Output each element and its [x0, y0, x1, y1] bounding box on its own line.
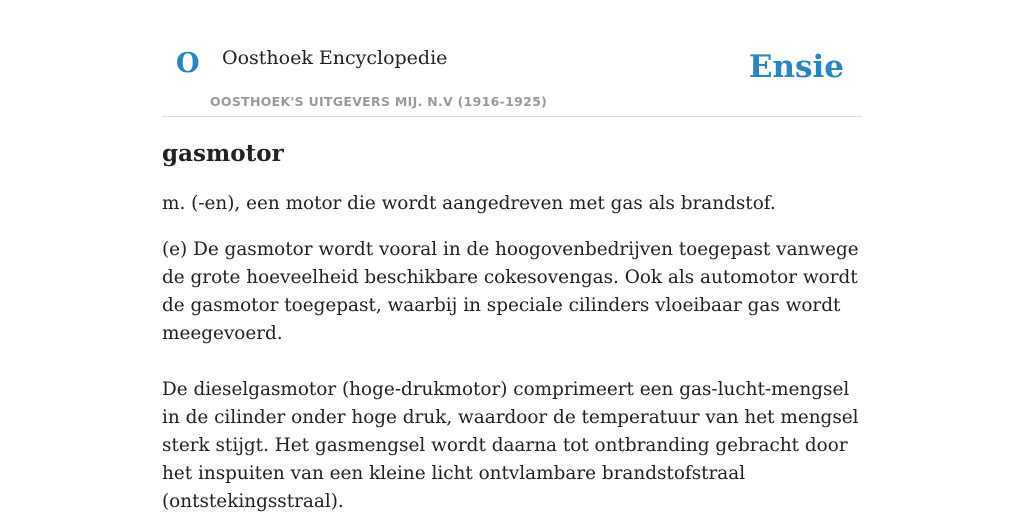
entry-content: [162, 138, 868, 512]
page-header: [162, 0, 862, 117]
entry-paragraph: (e) De gasmotor wordt vooral in de hoogovenbedrijven toegepast vanwege de grote hoeveelheid beschikbare cokesovengas. Ook als automotor wordt de gasmotor toegepast, waarbij in speciale cilinders vloeibaar gas wordt meegevoerd.: [162, 239, 859, 344]
entry-definition: m. (-en), een motor die wordt aangedreven met gas als brandstof.: [162, 193, 776, 214]
entry-paragraph: De dieselgasmotor (hoge-drukmotor) comprimeert een gas-lucht-mengsel in de cilinder onder hoge druk, waardoor de temperatuur van het mengsel sterk stijgt. Het gasmengsel wordt daarna tot ontbranding gebracht door het inspuiten van een kleine licht ontvlambare brandstofstraal (ontstekingsstraal).: [162, 379, 859, 512]
entry-headword: gasmotor: [162, 140, 284, 167]
brand-logo[interactable]: Ensie: [748, 49, 844, 85]
source-publisher: OOSTHOEK'S UITGEVERS MIJ. N.V (1916-1925): [210, 94, 548, 109]
encyclopedia-logo[interactable]: O: [176, 48, 200, 79]
source-title[interactable]: Oosthoek Encyclopedie: [222, 47, 448, 69]
